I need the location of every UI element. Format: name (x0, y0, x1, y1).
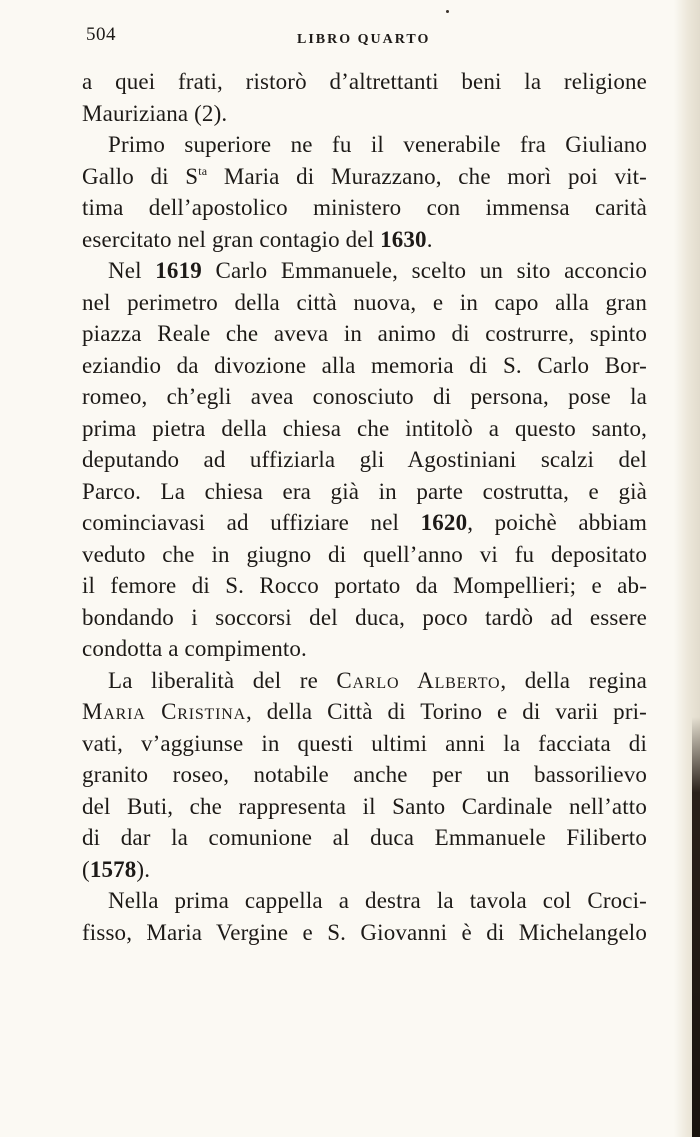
running-head: LIBRO QUARTO (297, 32, 431, 47)
text-line: fisso, Maria Vergine e S. Giovanni è di Michelangelo (82, 919, 647, 945)
text-line: Maria Cristina, della Città di Torino e di varii pri- (82, 699, 647, 724)
text-line: nel perimetro della città nuova, e in capo alla gran (82, 289, 647, 315)
text-line: romeo, ch’egli avea conosciuto di persona, pose la (82, 384, 647, 409)
body-text (82, 66, 647, 948)
text-line: bondando i soccorsi del duca, poco tardò ad essere (82, 604, 647, 630)
text-line: prima pietra della chiesa che intitolò a questo santo, (82, 415, 647, 441)
paragraph-start: Nel 1619 Carlo Emmanuele, scelto un sito acconcio (108, 258, 648, 283)
superscript: ta (198, 163, 208, 178)
text-line: granito roseo, notabile anche per un bassorilievo (82, 762, 647, 787)
text-line: cominciavasi ad uffiziare nel 1620, poichè abbiam (82, 510, 647, 535)
text-line: di dar la comunione al duca Emmanuele Filiberto (82, 825, 647, 850)
text-line: del Buti, che rappresenta il Santo Cardinale nell’atto (82, 793, 647, 819)
text-line: eziandio da divozione alla memoria di S. Carlo Bor- (82, 352, 647, 378)
text-line: Parco. La chiesa era già in parte costrutta, e già (82, 478, 647, 504)
text-line: Gallo di $S^{ta}$ Maria di Murazzano, che morì poi vit- (82, 163, 647, 189)
text-line: a quei frati, ristorò d’altrettanti beni la religione (82, 69, 647, 94)
paragraph-start: Primo superiore ne fu il venerabile fra Giuliano (108, 132, 647, 157)
text-line: piazza Reale che aveva in animo di costrurre, spinto (82, 321, 647, 346)
paragraph-start: Nella prima cappella a destra la tavola col Croci- (108, 888, 647, 913)
text-line: condotta a compimento. (82, 636, 307, 661)
paragraph-start: La liberalità del re Carlo Alberto, della regina (108, 667, 648, 693)
text-line: (1578). (82, 856, 151, 882)
binding-edge (692, 717, 700, 1137)
text-line: tima dell’apostolico ministero con immensa carità (82, 195, 647, 220)
text-line: veduto che in giugno di quell’anno vi fu depositato (82, 541, 647, 567)
text-line: il femore di S. Rocco portato da Mompellieri; e ab- (82, 573, 647, 598)
text-line: esercitato nel gran contagio del 1630. (82, 226, 433, 252)
text-line: deputando ad uffiziarla gli Agostiniani scalzi del (82, 447, 647, 472)
page-number: 504 (86, 24, 116, 45)
text-line: Mauriziana (2). (82, 100, 228, 126)
page-header (0, 0, 700, 60)
text-line: vati, v’aggiunse in questi ultimi anni la facciata di (82, 730, 647, 756)
